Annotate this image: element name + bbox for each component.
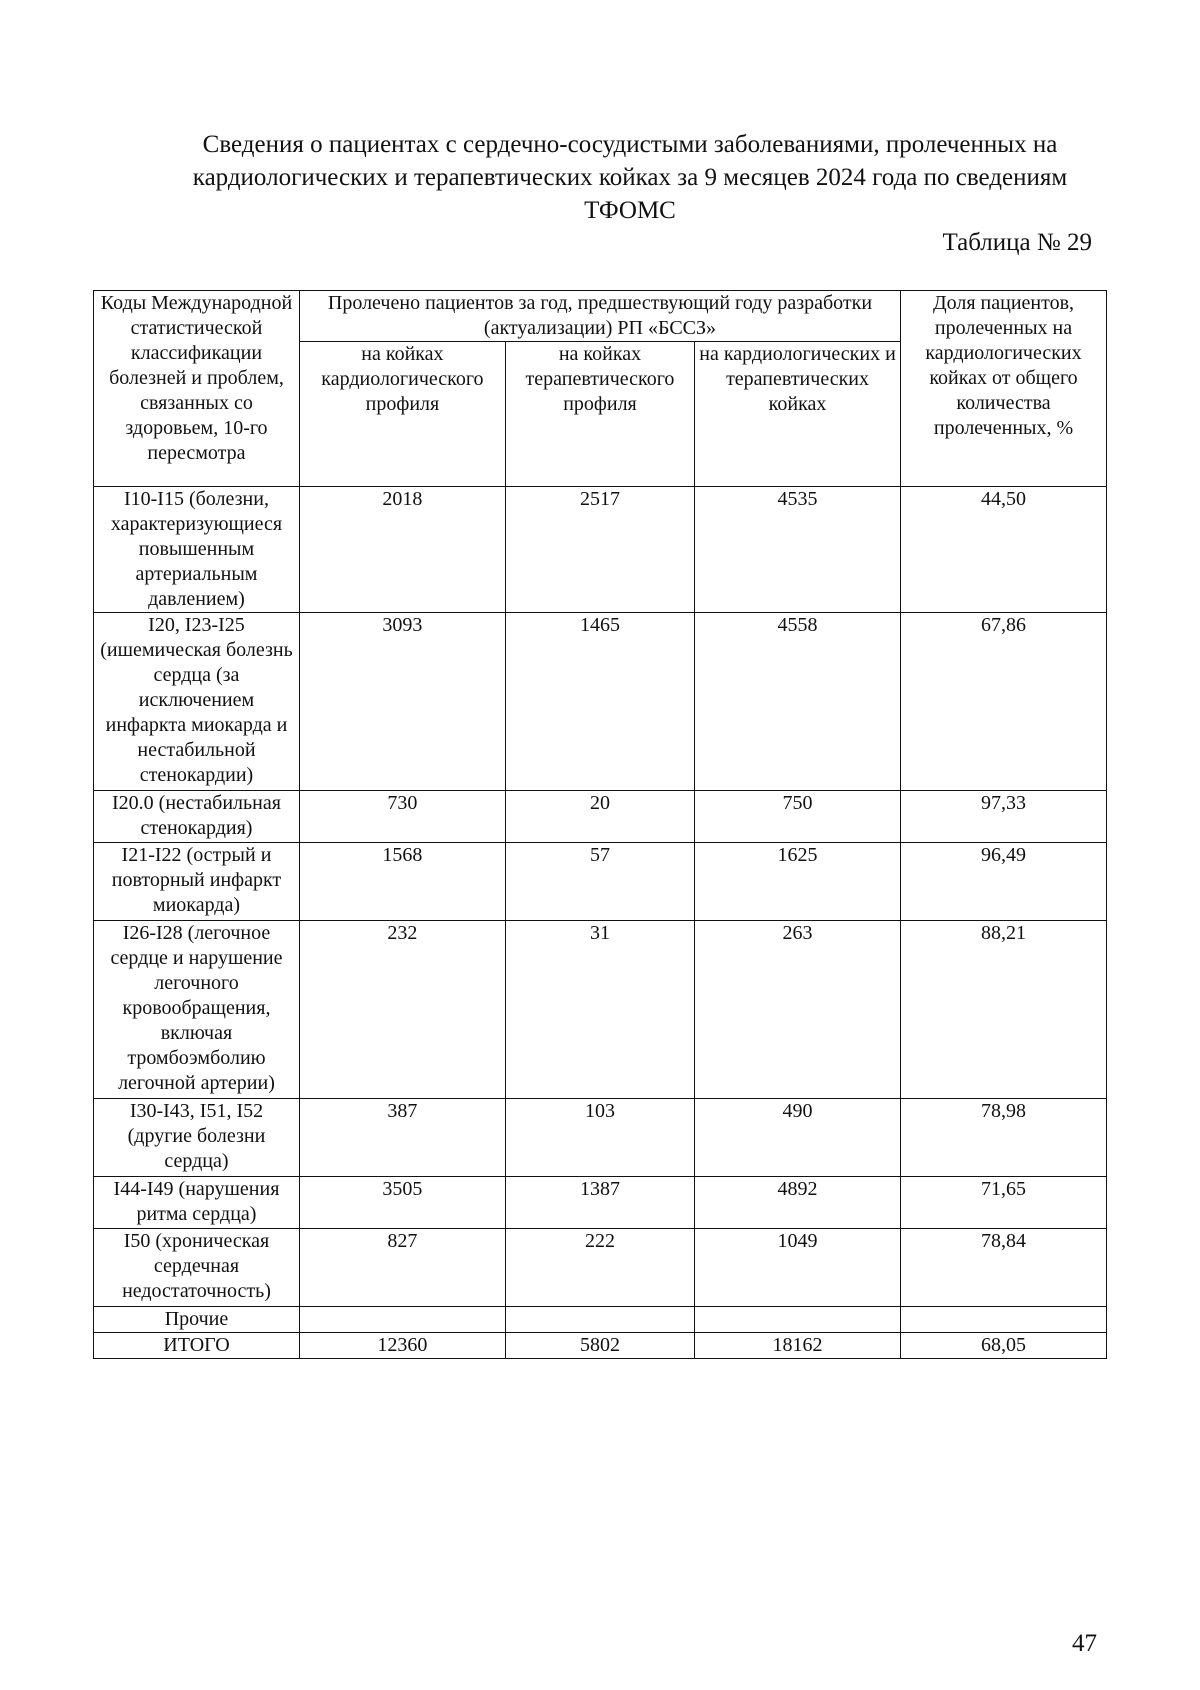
cell-both: 750: [695, 791, 901, 843]
cell-share: 67,86: [901, 613, 1107, 791]
cell-cardio: 730: [299, 791, 505, 843]
cell-therapy: 2517: [505, 487, 694, 613]
table-number: Таблица № 29: [942, 229, 1092, 256]
row-code: I26-I28 (легочное сердце и нарушение легочного кровообращения, включая тромбоэмболию легочной артерии): [94, 921, 300, 1099]
cell-share: 96,49: [901, 843, 1107, 921]
cell-cardio: 387: [299, 1099, 505, 1177]
cell-both: 490: [695, 1099, 901, 1177]
cell-share: 71,65: [901, 1177, 1107, 1229]
table-row: [94, 921, 1107, 1099]
cell-therapy: 222: [505, 1229, 694, 1307]
page-number: 47: [1072, 1630, 1097, 1657]
cell-share: 97,33: [901, 791, 1107, 843]
cell-both: 1049: [695, 1229, 901, 1307]
cell-cardio: 2018: [299, 487, 505, 613]
header-cardio-beds: на койках кардиологического профиля: [299, 342, 505, 487]
table-row: [94, 843, 1107, 921]
cell-cardio: 3505: [299, 1177, 505, 1229]
header-codes: Коды Международной статистической классификации болезней и проблем, связанных со здоровьем, 10-го пересмотра: [94, 291, 300, 487]
table-row-total: [94, 1333, 1107, 1359]
cell-both: 1625: [695, 843, 901, 921]
cell-share: 88,21: [901, 921, 1107, 1099]
cell-therapy: [505, 1307, 694, 1333]
cell-share: [901, 1307, 1107, 1333]
row-code: I30-I43, I51, I52 (другие болезни сердца): [94, 1099, 300, 1177]
cell-therapy: 5802: [505, 1333, 694, 1359]
table-row: [94, 1229, 1107, 1307]
header-both-beds: на кардиологических и терапевтических койках: [695, 342, 901, 487]
row-code: ИТОГО: [94, 1333, 300, 1359]
row-code: I44-I49 (нарушения ритма сердца): [94, 1177, 300, 1229]
table-row: [94, 1177, 1107, 1229]
cell-cardio: 3093: [299, 613, 505, 791]
row-code: I21-I22 (острый и повторный инфаркт миокарда): [94, 843, 300, 921]
table-row: [94, 487, 1107, 613]
cell-cardio: [299, 1307, 505, 1333]
cell-therapy: 1465: [505, 613, 694, 791]
cell-share: 68,05: [901, 1333, 1107, 1359]
row-code: I20.0 (нестабильная стенокардия): [94, 791, 300, 843]
cell-both: [695, 1307, 901, 1333]
cell-both: 4558: [695, 613, 901, 791]
header-treated-group: Пролечено пациентов за год, предшествующий году разработки (актуализации) РП «БССЗ»: [299, 291, 900, 342]
cell-share: 44,50: [901, 487, 1107, 613]
header-therapy-beds: на койках терапевтического профиля: [505, 342, 694, 487]
row-code: I20, I23-I25 (ишемическая болезнь сердца (за исключением инфаркта миокарда и нестабильной стенокардии): [94, 613, 300, 791]
cell-therapy: 31: [505, 921, 694, 1099]
cell-both: 263: [695, 921, 901, 1099]
cell-cardio: 232: [299, 921, 505, 1099]
table-row: [94, 791, 1107, 843]
table-row: [94, 1307, 1107, 1333]
cell-both: 4535: [695, 487, 901, 613]
cell-share: 78,84: [901, 1229, 1107, 1307]
cell-therapy: 103: [505, 1099, 694, 1177]
document-title: Сведения о пациентах с сердечно-сосудистыми заболеваниями, пролеченных на кардиологических и терапевтических койках за 9 месяцев 2024 года по сведениям ТФОМС: [192, 131, 1068, 224]
cell-therapy: 57: [505, 843, 694, 921]
table-row: [94, 1099, 1107, 1177]
cell-cardio: 827: [299, 1229, 505, 1307]
table-row: [94, 613, 1107, 791]
cell-share: 78,98: [901, 1099, 1107, 1177]
row-code: Прочие: [94, 1307, 300, 1333]
cell-both: 4892: [695, 1177, 901, 1229]
cell-cardio: 12360: [299, 1333, 505, 1359]
row-code: I50 (хроническая сердечная недостаточность): [94, 1229, 300, 1307]
header-row-1: [94, 291, 1107, 342]
cell-therapy: 20: [505, 791, 694, 843]
header-share: Доля пациентов, пролеченных на кардиологических койках от общего количества пролеченных, %: [901, 291, 1107, 487]
cell-both: 18162: [695, 1333, 901, 1359]
cell-cardio: 1568: [299, 843, 505, 921]
cell-therapy: 1387: [505, 1177, 694, 1229]
patients-table: [93, 290, 1107, 1359]
row-code: I10-I15 (болезни, характеризующиеся повышенным артериальным давлением): [94, 487, 300, 613]
